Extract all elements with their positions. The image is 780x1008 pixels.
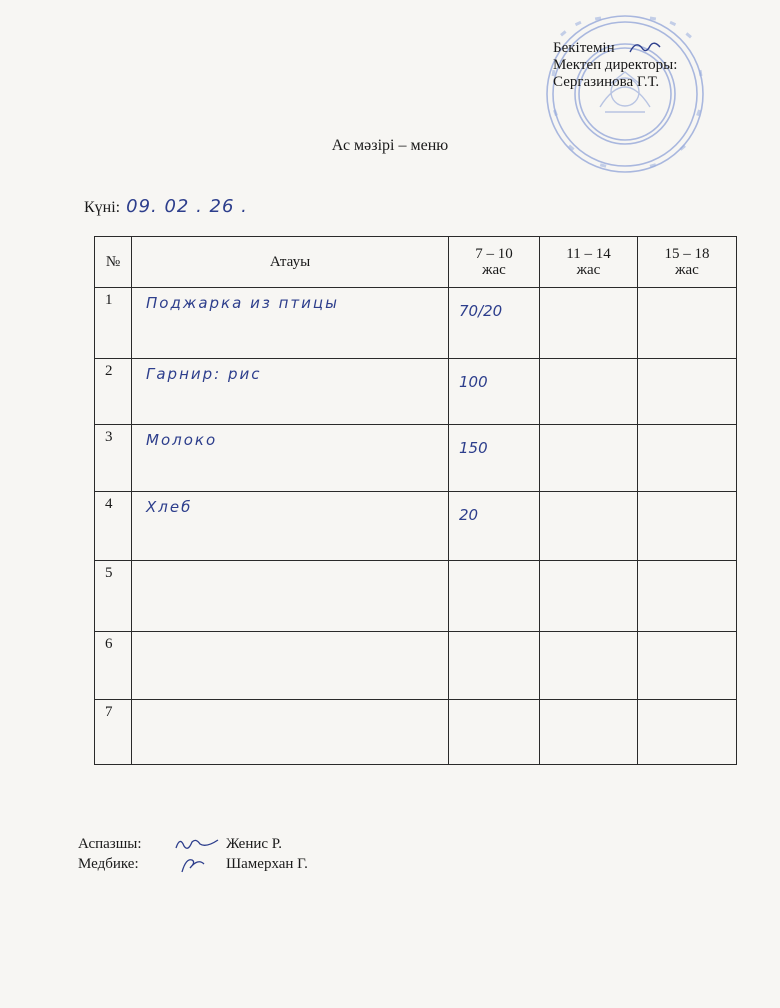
dish-name <box>132 700 449 765</box>
nurse-signature <box>172 854 224 874</box>
row-number: 3 <box>95 425 132 492</box>
row-number: 1 <box>95 288 132 359</box>
row-number: 4 <box>95 492 132 561</box>
dish-name: Поджарка из птицы <box>132 288 449 359</box>
portion-15-18 <box>638 700 737 765</box>
approval-line-position: Мектеп директоры: <box>553 57 678 73</box>
table-row <box>95 288 737 359</box>
header-age-7-10: 7 – 10 жас <box>449 237 540 288</box>
portion-15-18 <box>638 632 737 700</box>
table-row <box>95 359 737 425</box>
approval-line-name: Сергазинова Г.Т. <box>553 74 660 90</box>
row-number: 2 <box>95 359 132 425</box>
table-row <box>95 632 737 700</box>
dish-name <box>132 632 449 700</box>
date-value: 09. 02 . 26 . <box>126 196 248 217</box>
portion-7-10: 70/20 <box>449 288 540 359</box>
portion-11-14 <box>540 425 638 492</box>
dish-name <box>132 561 449 632</box>
date-row <box>84 196 248 217</box>
portion-11-14 <box>540 492 638 561</box>
row-number: 5 <box>95 561 132 632</box>
dish-name: Молоко <box>132 425 449 492</box>
table-row <box>95 492 737 561</box>
table-row <box>95 425 737 492</box>
dish-name: Гарнир: рис <box>132 359 449 425</box>
cook-label: Аспазшы: <box>78 836 142 852</box>
nurse-label: Медбике: <box>78 856 139 872</box>
header-age-15-18: 15 – 18 жас <box>638 237 737 288</box>
approval-line-approve: Бекітемін <box>553 40 615 56</box>
portion-15-18 <box>638 492 737 561</box>
portion-7-10: 100 <box>449 359 540 425</box>
header-number: № <box>95 237 132 288</box>
portion-15-18 <box>638 425 737 492</box>
cook-signature-row <box>78 834 308 854</box>
cook-signature <box>172 834 224 854</box>
portion-11-14 <box>540 561 638 632</box>
portion-15-18 <box>638 288 737 359</box>
portion-7-10: 150 <box>449 425 540 492</box>
portion-11-14 <box>540 700 638 765</box>
portion-15-18 <box>638 359 737 425</box>
portion-7-10: 20 <box>449 492 540 561</box>
date-label: Күні: <box>84 199 121 216</box>
table-row <box>95 561 737 632</box>
director-signature <box>628 38 662 56</box>
menu-table <box>94 236 737 765</box>
portion-11-14 <box>540 359 638 425</box>
row-number: 6 <box>95 632 132 700</box>
portion-11-14 <box>540 632 638 700</box>
header-name: Атауы <box>132 237 449 288</box>
row-number: 7 <box>95 700 132 765</box>
dish-name: Хлеб <box>132 492 449 561</box>
cook-name: Женис Р. <box>226 836 283 852</box>
portion-7-10 <box>449 632 540 700</box>
signatures-footer <box>78 834 308 874</box>
table-header-row <box>95 237 737 288</box>
portion-7-10 <box>449 700 540 765</box>
table-row <box>95 700 737 765</box>
portion-7-10 <box>449 561 540 632</box>
portion-11-14 <box>540 288 638 359</box>
nurse-signature-row <box>78 854 308 874</box>
header-age-11-14: 11 – 14 жас <box>540 237 638 288</box>
nurse-name: Шамерхан Г. <box>226 856 308 872</box>
portion-15-18 <box>638 561 737 632</box>
page-title: Ас мәзірі – меню <box>331 137 449 154</box>
